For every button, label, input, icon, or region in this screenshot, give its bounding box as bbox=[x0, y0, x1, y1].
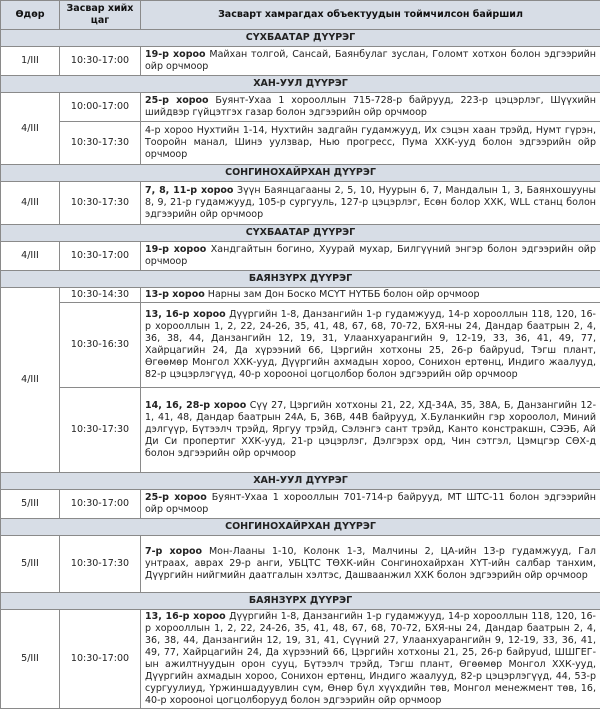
day-cell: 5/III bbox=[1, 490, 60, 519]
schedule-row bbox=[1, 47, 600, 76]
day-cell: 1/III bbox=[1, 47, 60, 76]
schedule-row bbox=[1, 303, 600, 388]
day-cell: 5/III bbox=[1, 536, 60, 593]
location-text: Хандгайтын богино, Хуурай мухар, Билгүүний энгэр болон эдгээрийн ойр орчмоор bbox=[145, 244, 596, 267]
location-text: Нарны зам Дон Боско МСҮТ НҮТББ болон ойр орчмоор bbox=[205, 289, 480, 300]
schedule-row bbox=[1, 242, 600, 271]
district-row bbox=[1, 165, 600, 182]
schedule-row bbox=[1, 182, 600, 225]
district-row bbox=[1, 271, 600, 288]
header-day: Өдөр bbox=[1, 1, 60, 30]
location-cell bbox=[141, 182, 600, 225]
header-location: Засварт хамрагдах объектуудын тоймчилсон байршил bbox=[141, 1, 600, 30]
location-text: Буянт-Ухаа 1 хорооллын 715-728-р байрууд, 223-р цэцэрлэг, Шүүхийн шийдвэр гүйцэтгэх газар болон эдгээрийн ойр орчмоор bbox=[145, 95, 596, 118]
location-cell bbox=[141, 122, 600, 165]
time-cell: 10:30-17:00 bbox=[60, 490, 141, 519]
schedule-row bbox=[1, 536, 600, 593]
time-cell: 10:00-17:00 bbox=[60, 93, 141, 122]
district-row bbox=[1, 30, 600, 47]
location-cell bbox=[141, 388, 600, 473]
district-name: ХАН-УУЛ ДҮҮРЭГ bbox=[1, 76, 600, 93]
district-row bbox=[1, 519, 600, 536]
location-text: 4-р хороо Нухтийн 1-14, Нухтийн задгайн гудамжууд, Их сэцэн хаан трэйд, Нумт гүрэн, Тооройн манал, Шинэ уулзвар, Нью прогресс, Пума ХХК-ууд болон эдгээрийн ойр орчмоор bbox=[145, 125, 596, 160]
khoroo-label: 25-р хороо bbox=[145, 95, 209, 106]
schedule-row bbox=[1, 122, 600, 165]
location-text: Дүүргийн 1-8, Данзангийн 1-р гудамжууд, 14-р хорооллын 118, 120, 16-р хорооллын 1, 2, 22, 24-26, 35, 41, 48, 67, 68, 70-72, БХЯ-ны 24, Дандар баатрын 2, 4, 36, 38, 44, Данзангийн 12, 19, 31, Улаанхуарангийн 9, 12-19, 33, 36, 41, 49, 77, Хайрцагийн 24, Да хүрээний 66, Цэргийн хотхоны 25, 26-р байруud, Тэгш плант, Өгөөмөр Монгол ХХК-ууд, Дүүргийн ахмадын хороо, Сонихон ертөнц, Индиго жаалууд, 82-р цэцэрлэгүүд, 40-р хороонoi цогцолбор болон эдгээрийн ойр орчмоор bbox=[145, 309, 596, 380]
location-cell bbox=[141, 536, 600, 593]
khoroo-label: 19-р хороо bbox=[145, 244, 206, 255]
district-row bbox=[1, 593, 600, 610]
location-text: Мон-Лааны 1-10, Колонк 1-3, Малчины 2, ЦА-ийн 13-р гудамжууд, Гал унтраах, аврах 29-р анги, УБЦТС ТӨХК-ийн Сонгинохайрхан ХҮТ-ийн салбар танхим, Дүүргийн нийгмийн даатгалын хэлтэс, Дашваанжил ХХК болон эдгээрийн ойр орчмоор bbox=[145, 546, 596, 581]
district-row bbox=[1, 473, 600, 490]
day-cell: 4/III bbox=[1, 93, 60, 165]
time-cell: 10:30-14:30 bbox=[60, 288, 141, 303]
district-name: СОНГИНОХАЙРХАН ДҮҮРЭГ bbox=[1, 165, 600, 182]
location-cell bbox=[141, 288, 600, 303]
district-row bbox=[1, 76, 600, 93]
time-cell: 10:30-17:30 bbox=[60, 182, 141, 225]
time-cell: 10:30-17:30 bbox=[60, 536, 141, 593]
schedule-row bbox=[1, 93, 600, 122]
location-text: Сүү 27, Цэргийн хотхоны 21, 22, ХД-34А, 35, 38А, Б, Данзангийн 12-1, 41, 48, Дандар баатрын 24А, Б, 36В, 44В байрууд, Х.Буланкийн гэр хороолол, Миний дэлгүүр, Бүтээлч трэйд, Яргуу трэйд, Сэлэнгэ сант трэйд, Канто констракшн, СЭЭБ, Ай Ди Си пропертиг ХХК-ууд, 21-р цэцэрлэг, Дэлгэрэх орд, Чин сэтгэл, Цэмцгэр СӨХ-д болон эдгээрийн ойр орчмоор bbox=[145, 400, 596, 459]
khoroo-label: 13-р хороо bbox=[145, 289, 205, 300]
header-time: Засвар хийх цаг bbox=[60, 1, 141, 30]
time-cell: 10:30-17:00 bbox=[60, 47, 141, 76]
schedule-body bbox=[1, 30, 600, 709]
day-cell: 4/III bbox=[1, 242, 60, 271]
district-name: БАЯНЗҮРХ ДҮҮРЭГ bbox=[1, 271, 600, 288]
district-name: БАЯНЗҮРХ ДҮҮРЭГ bbox=[1, 593, 600, 610]
location-cell bbox=[141, 490, 600, 519]
location-cell bbox=[141, 242, 600, 271]
district-name: ХАН-УУЛ ДҮҮРЭГ bbox=[1, 473, 600, 490]
location-cell bbox=[141, 47, 600, 76]
khoroo-label: 13, 16-р хороо bbox=[145, 309, 226, 320]
location-cell bbox=[141, 93, 600, 122]
district-name: СҮХБААТАР ДҮҮРЭГ bbox=[1, 30, 600, 47]
time-cell: 10:30-17:00 bbox=[60, 610, 141, 709]
location-cell bbox=[141, 610, 600, 709]
location-text: Майхан толгой, Сансай, Баянбулаг зуслан, Голомт хотхон болон эдгээрийн ойр орчмоор bbox=[145, 49, 596, 72]
time-cell: 10:30-16:30 bbox=[60, 303, 141, 388]
district-name: СҮХБААТАР ДҮҮРЭГ bbox=[1, 225, 600, 242]
khoroo-label: 7-р хороо bbox=[145, 546, 202, 557]
khoroo-label: 14, 16, 28-р хороо bbox=[145, 400, 246, 411]
district-row bbox=[1, 225, 600, 242]
day-cell: 5/III bbox=[1, 610, 60, 709]
schedule-row bbox=[1, 288, 600, 303]
time-cell: 10:30-17:00 bbox=[60, 242, 141, 271]
time-cell: 10:30-17:30 bbox=[60, 388, 141, 473]
time-cell: 10:30-17:30 bbox=[60, 122, 141, 165]
location-text: Зүүн Баянцагааны 2, 5, 10, Нуурын 6, 7, Мандалын 1, 3, Баянхошууны 8, 9, 21-р гудамжууд, 105-р сургууль, 127-р цэцэрлэг, Есөн болор ХХК, WLL станц болон эдгээрийн ойр орчмоор bbox=[145, 185, 596, 220]
location-text: Буянт-Ухаа 1 хорооллын 701-714-р байрууд, МТ ШТС-11 болон эдгээрийн ойр орчмоор bbox=[145, 492, 596, 515]
day-cell: 4/III bbox=[1, 182, 60, 225]
khoroo-label: 7, 8, 11-р хороо bbox=[145, 185, 233, 196]
schedule-row bbox=[1, 610, 600, 709]
location-cell bbox=[141, 303, 600, 388]
district-name: СОНГИНОХАЙРХАН ДҮҮРЭГ bbox=[1, 519, 600, 536]
day-cell: 4/III bbox=[1, 288, 60, 473]
khoroo-label: 13, 16-р хороо bbox=[145, 611, 226, 622]
khoroo-label: 19-р хороо bbox=[145, 49, 206, 60]
schedule-row bbox=[1, 490, 600, 519]
khoroo-label: 25-р хороо bbox=[145, 492, 207, 503]
location-text: Дүүргийн 1-8, Данзангийн 1-р гудамжууд, 14-р хорооллын 118, 120, 16-р хорооллын 1, 2, 22, 24-26, 35, 41, 48, 67, 68, 70-72, БХЯ-ны 24, Дандар баатрын 2, 4, 36, 38, 44, Данзангийн 12, 19, 31, 41, Сүүний 27, Улаанхуарангийн 9, 12-19, 33, 36, 41, 49, 77, Хайрцагийн 24, Да хүрээний 66, Цэргийн хотхоны 21, 25, 26-р байруud, ШШГЕГ-ын ажилтнуудын орон сууц, Бүтээлч трэйд, Тэгш плант, Өгөөмөр Монгол ХХК-ууд, Дүүргийн ахмадын хороо, Сонихон ертөнц, Индиго жаалууд, 82-р цэцэрлэгүүд, 44, 53-р сургуулиуд, Үржиншадуувлин сүм, Өнөр бүл хүүхдийн төв, Монгол менежмент төв, 16, 40-р хороонoi цогцолборууд болон эдгээрийн ойр орчмоор bbox=[145, 611, 596, 706]
schedule-row bbox=[1, 388, 600, 473]
header-row bbox=[1, 1, 600, 30]
